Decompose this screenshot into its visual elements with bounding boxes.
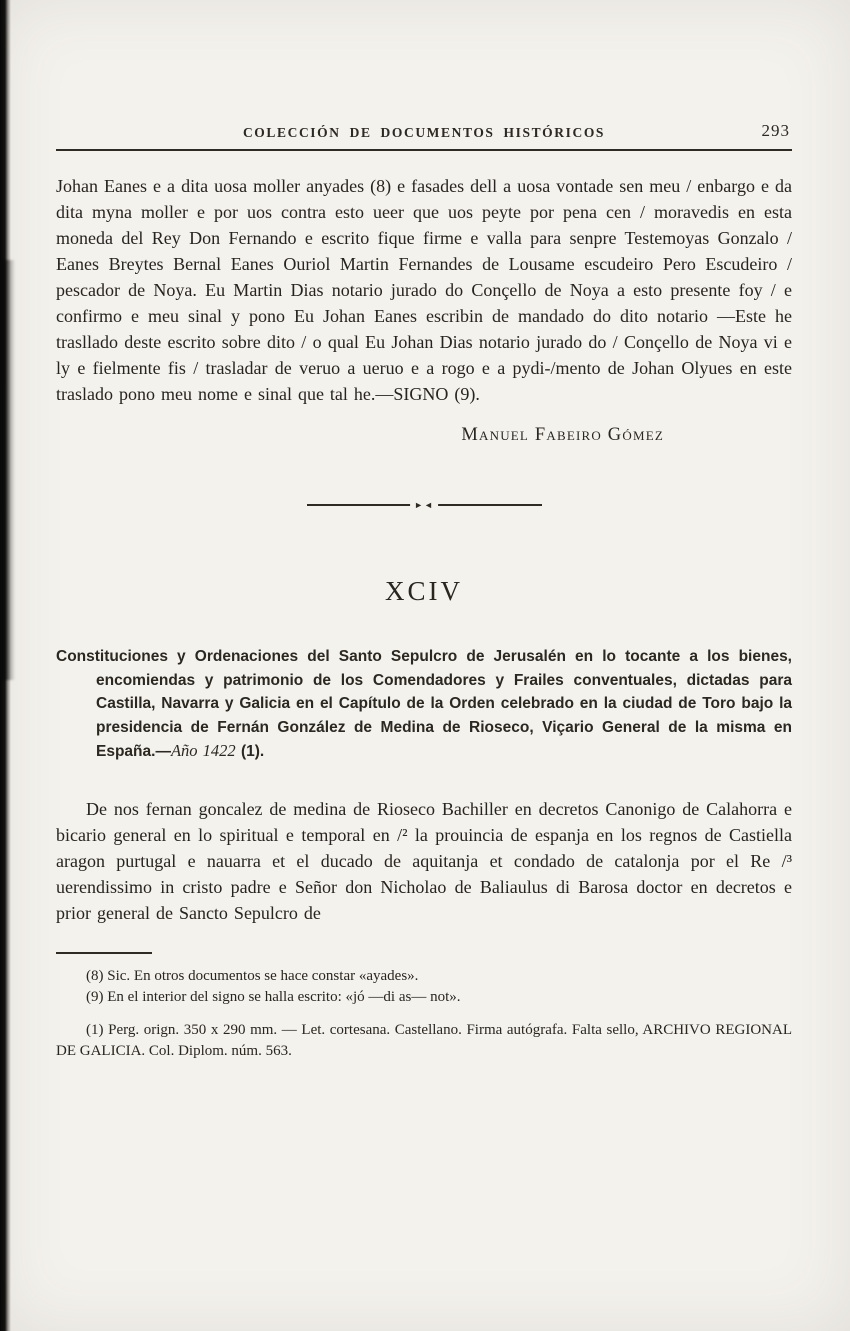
paragraph-de-nos-fernan: De nos fernan goncalez de medina de Rioseco Bachiller en decretos Canonigo de Calahorra e bicario general en lo spiritual e temporal en /² la prouincia de espanja en los regnos de Castiella aragon purtugal e nauarra et el ducado de aquitanja et condado de catalonja por el Re /³ uerendissimo in cristo padre e Señor don Nicholao de Baliaulus di Barosa doctor en decretos e prior general de Sancto Sepulcro de xyxy=(56,798,792,923)
binding-smudge xyxy=(0,260,15,680)
footnote-9: (9) En el interior del signo se halla escrito: «jó —di as— not». xyxy=(86,989,461,1005)
section-divider xyxy=(56,500,792,510)
footnote-1: (1) Perg. orign. 350 x 290 mm. — Let. cortesana. Castellano. Firma autógrafa. Falta sello, ARCHIVO REGIONAL DE GALICIA. Col. Diplom. núm. 563. xyxy=(56,1021,792,1059)
running-header xyxy=(56,121,792,151)
divider-line xyxy=(307,500,542,510)
summary-year: Año 1422 xyxy=(170,741,236,760)
section-heading-xciv: XCIV xyxy=(385,576,463,606)
document-summary xyxy=(56,645,792,764)
summary-footnote-ref: (1). xyxy=(235,743,265,760)
footnotes-block xyxy=(56,966,792,1063)
page-number: 293 xyxy=(761,121,790,140)
divider-ornament-icon: ►◄ xyxy=(410,498,438,512)
page-content xyxy=(56,0,792,1063)
paragraph-johan-eanes: Johan Eanes e a dita uosa moller anyades (8) e fasades dell a uosa vontade sen meu / enbargo e da dita myna moller e por uos contra esto ueer que uos peyte por pena cen / moravedis en esta moneda del Rey Don Fernando e escrito fique firme e valla para senpre Testemoyas Gonzalo / Eanes Breytes Bernal Eanes Ouriol Martin Fernandes de Lousame escudeiro Pero Escudeiro / pescador de Noya. Eu Martin Dias notario jurado do Conçello de Noya a esto presente foy / e confirmo e meu sinal y pono Eu Johan Eanes escribin de mandado do dito notario —Este he trasllado deste escrito sobre dito / o qual Eu Johan Dias notario jurado do / Conçello de Noya vi e ly e fielmente fis / trasladar de veruo a ueruo e a rogo e a pydi-/mento de Johan Olyues en este traslado pono meu nome e sinal que tal he.—SIGNO (9). xyxy=(56,176,792,404)
footnote-8: (8) Sic. En otros documentos se hace constar «ayades». xyxy=(86,967,419,984)
summary-text: Constituciones y Ordenaciones del Santo Sepulcro de Jerusalén en lo tocante a los bienes, encomiendas y patrimonio de los Comendadores y Frailes conventuales, dictadas para Castilla, Navarra y Galicia en el Capítulo de la Orden celebrado en la ciudad de Toro bajo la presidencia de Fernán González de Medina de Rioseco, Viçario General de la misma en España.— xyxy=(56,648,792,760)
header-rule xyxy=(56,149,792,151)
header-title: COLECCIÓN DE DOCUMENTOS HISTÓRICOS xyxy=(242,125,606,140)
footnote-rule xyxy=(56,952,152,954)
signature-author: Manuel Fabeiro Gómez xyxy=(461,425,664,445)
